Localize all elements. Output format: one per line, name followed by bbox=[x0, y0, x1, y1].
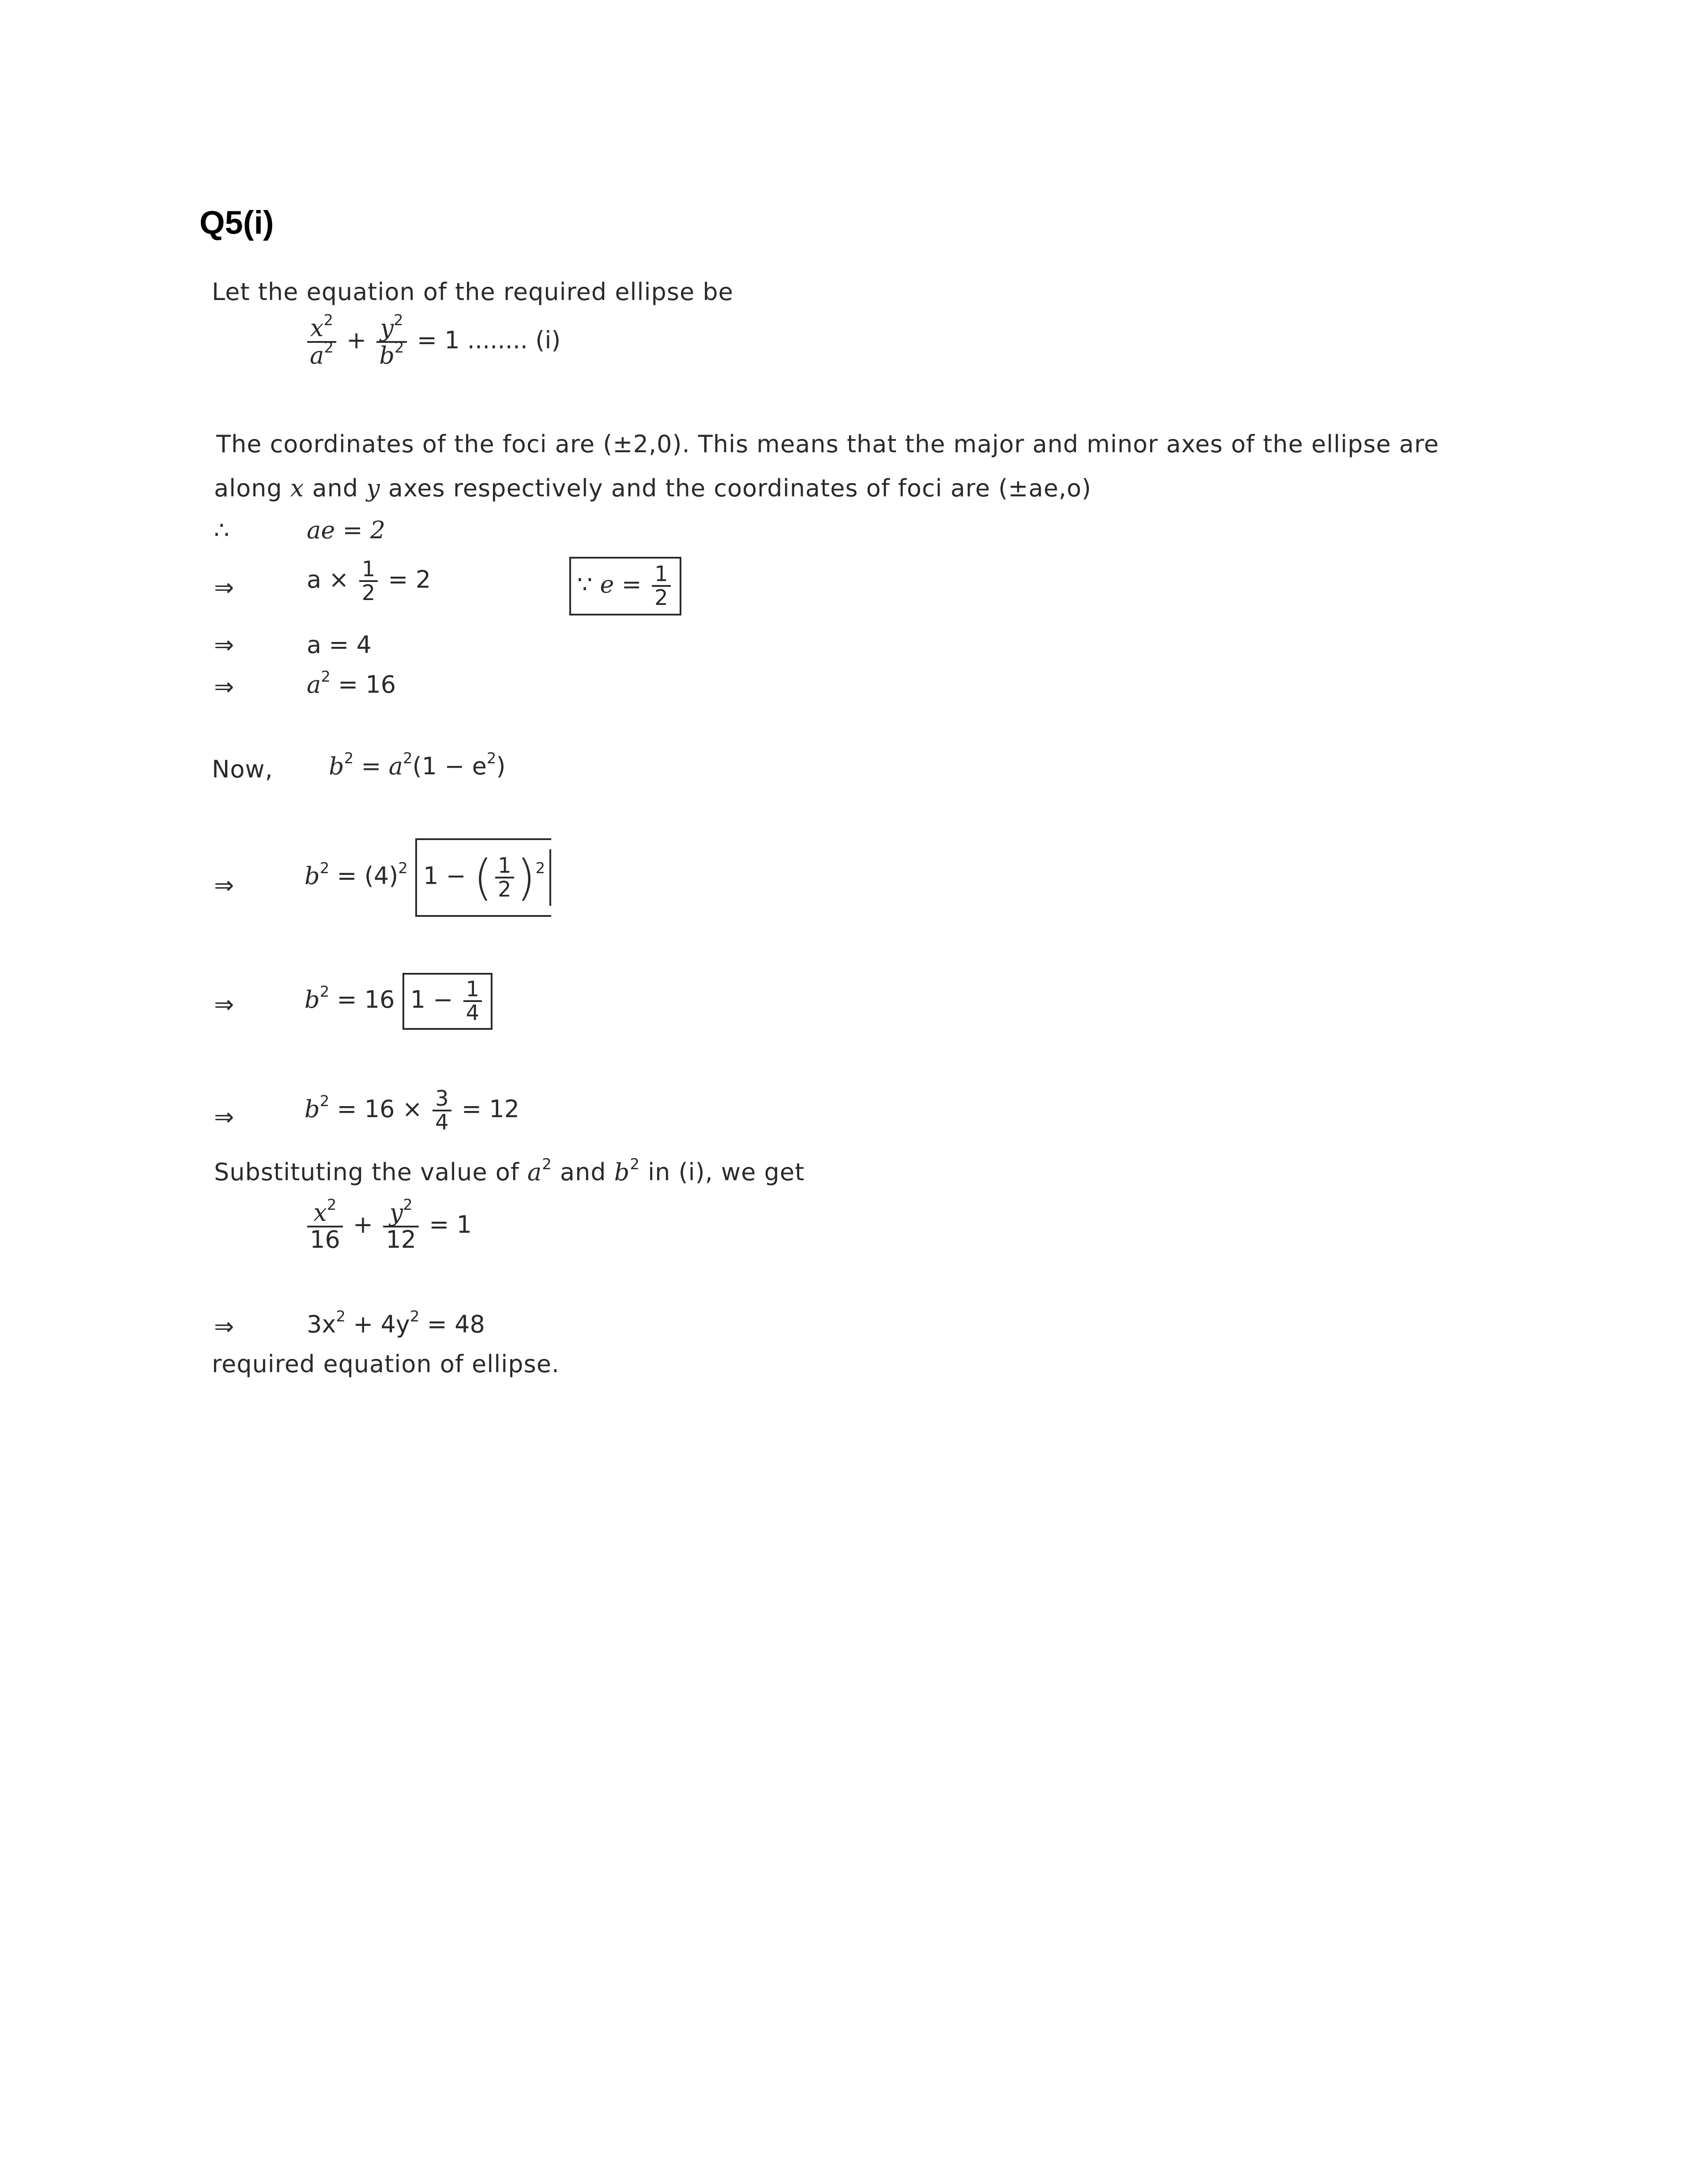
fraction-x2-a2: $\frac{x^2}{a^2}$ bbox=[307, 315, 336, 368]
fraction-y2-b2: $\frac{y^2}{b^2}$ bbox=[376, 315, 406, 368]
implies-arrow: ⇒ bbox=[214, 574, 234, 601]
ellipse-equation: $\frac{x^2}{a^2}$ + $\frac{y^2}{b^2}$ = 1 ........ (i) bbox=[305, 315, 560, 368]
b-squared-step1: $b^2 = (4)^2$ 1 − ( $\frac{1}{2}$ )$^2$ bbox=[305, 838, 551, 917]
implies-arrow: ⇒ bbox=[214, 1313, 234, 1340]
intro-text: Let the equation of the required ellipse be bbox=[212, 278, 733, 306]
implies-arrow: ⇒ bbox=[214, 991, 234, 1018]
step-a-times-half: a × $\frac{1}{2}$ = 2 bbox=[307, 557, 431, 606]
step-a-squared: $a^2 = 16$ bbox=[307, 668, 396, 698]
closing-text: required equation of ellipse. bbox=[212, 1350, 560, 1378]
fraction-x2-16: $\frac{x^2}{16}$ bbox=[307, 1200, 343, 1252]
implies-arrow: ⇒ bbox=[214, 1103, 234, 1131]
b-squared-step3: $b^2 = 16$ × $\frac{3}{4}$ = 12 bbox=[305, 1086, 519, 1135]
implies-arrow: ⇒ bbox=[214, 871, 234, 899]
therefore-symbol: ∴ bbox=[214, 516, 229, 544]
step-a-equals-4: a = 4 bbox=[307, 631, 372, 659]
implies-arrow: ⇒ bbox=[214, 673, 234, 701]
implies-arrow: ⇒ bbox=[214, 631, 234, 659]
substitution-sentence: Substituting the value of $a^2$ and $b^2$ in (i), we get bbox=[214, 1156, 805, 1186]
b-squared-formula: $b^2 = a^2(1 - e^2)$ bbox=[329, 750, 506, 780]
foci-sentence-line2: along x and y axes respectively and the coordinates of foci are (±ae,o) bbox=[214, 474, 1092, 502]
equation-tag: (i) bbox=[535, 326, 561, 354]
step-ae: ae = 2 bbox=[307, 516, 386, 544]
final-equation: $3x^2 + 4y^2 = 48$ bbox=[307, 1308, 485, 1338]
foci-sentence-line1: The coordinates of the foci are (±2,0). This means that the major and minor axes of the ellipse are bbox=[216, 430, 1439, 458]
because-note: ∵ e = $\frac{1}{2}$ bbox=[569, 557, 681, 615]
fraction-one-half: $\frac{1}{2}$ bbox=[359, 558, 378, 604]
question-title: Q5(i) bbox=[199, 204, 274, 241]
fraction-y2-12: $\frac{y^2}{12}$ bbox=[383, 1200, 419, 1252]
fraction-three-quarters: $\frac{3}{4}$ bbox=[432, 1088, 451, 1134]
fraction-one-half: $\frac{1}{2}$ bbox=[495, 855, 514, 901]
now-label: Now, bbox=[212, 755, 273, 783]
fraction-one-quarter: $\frac{1}{4}$ bbox=[463, 978, 482, 1024]
b-squared-step2: $b^2 = 16$ 1 − $\frac{1}{4}$ bbox=[305, 973, 492, 1030]
final-standard-equation: $\frac{x^2}{16}$ + $\frac{y^2}{12}$ = 1 bbox=[305, 1200, 472, 1252]
